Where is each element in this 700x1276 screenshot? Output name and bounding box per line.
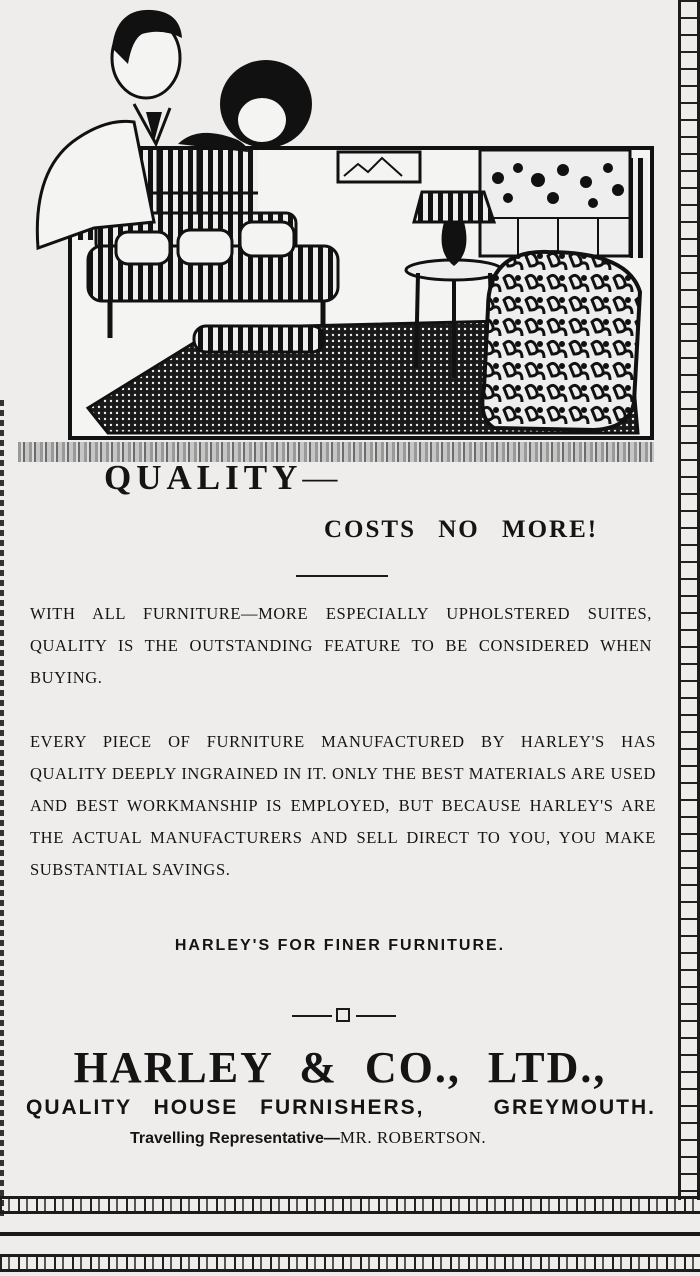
left-ornamental-border (0, 400, 4, 1220)
trade-description: QUALITY HOUSE FURNISHERS, (26, 1096, 425, 1119)
representative-line (130, 1128, 486, 1148)
right-ornamental-border (678, 0, 700, 1200)
living-room-illustration (18, 8, 658, 440)
tagline: HARLEY'S FOR FINER FURNITURE. (174, 937, 506, 954)
page-foot-border (0, 1254, 700, 1272)
company-name: HARLEY & CO., LTD., (73, 1043, 607, 1092)
subheadline: COSTS NO MORE! (324, 516, 599, 543)
headline-text: QUALITY (104, 458, 303, 497)
short-rule-divider (296, 575, 388, 577)
bottom-ornamental-border (0, 1196, 700, 1214)
representative-label: Travelling Representative— (130, 1130, 340, 1147)
headline-dash: — (302, 458, 338, 497)
body-paragraph-1: WITH ALL FURNITURE—MORE ESPECIALLY UPHOLSTERED SUITES, QUALITY IS THE OUTSTANDING FEATURE TO BE CONSIDERED WHEN BUYING. (30, 604, 652, 687)
representative-name: MR. ROBERTSON. (339, 1128, 487, 1147)
headline (104, 458, 337, 498)
bottom-rule (0, 1232, 700, 1236)
ornament-divider (292, 1005, 396, 1027)
body-paragraph-2: EVERY PIECE OF FURNITURE MANUFACTURED BY HARLEY'S HAS QUALITY DEEPLY INGRAINED IN IT. ONLY THE BEST MATERIALS ARE USED AND BEST WORKMANSHIP IS EMPLOYED, BUT BECAUSE HARLEY'S ARE THE ACTUAL MANUFACTURERS AND SELL DIRECT TO YOU, YOU MAKE SUBSTANTIAL SAVINGS. (30, 732, 656, 879)
town-name: GREYMOUTH. (493, 1096, 656, 1119)
